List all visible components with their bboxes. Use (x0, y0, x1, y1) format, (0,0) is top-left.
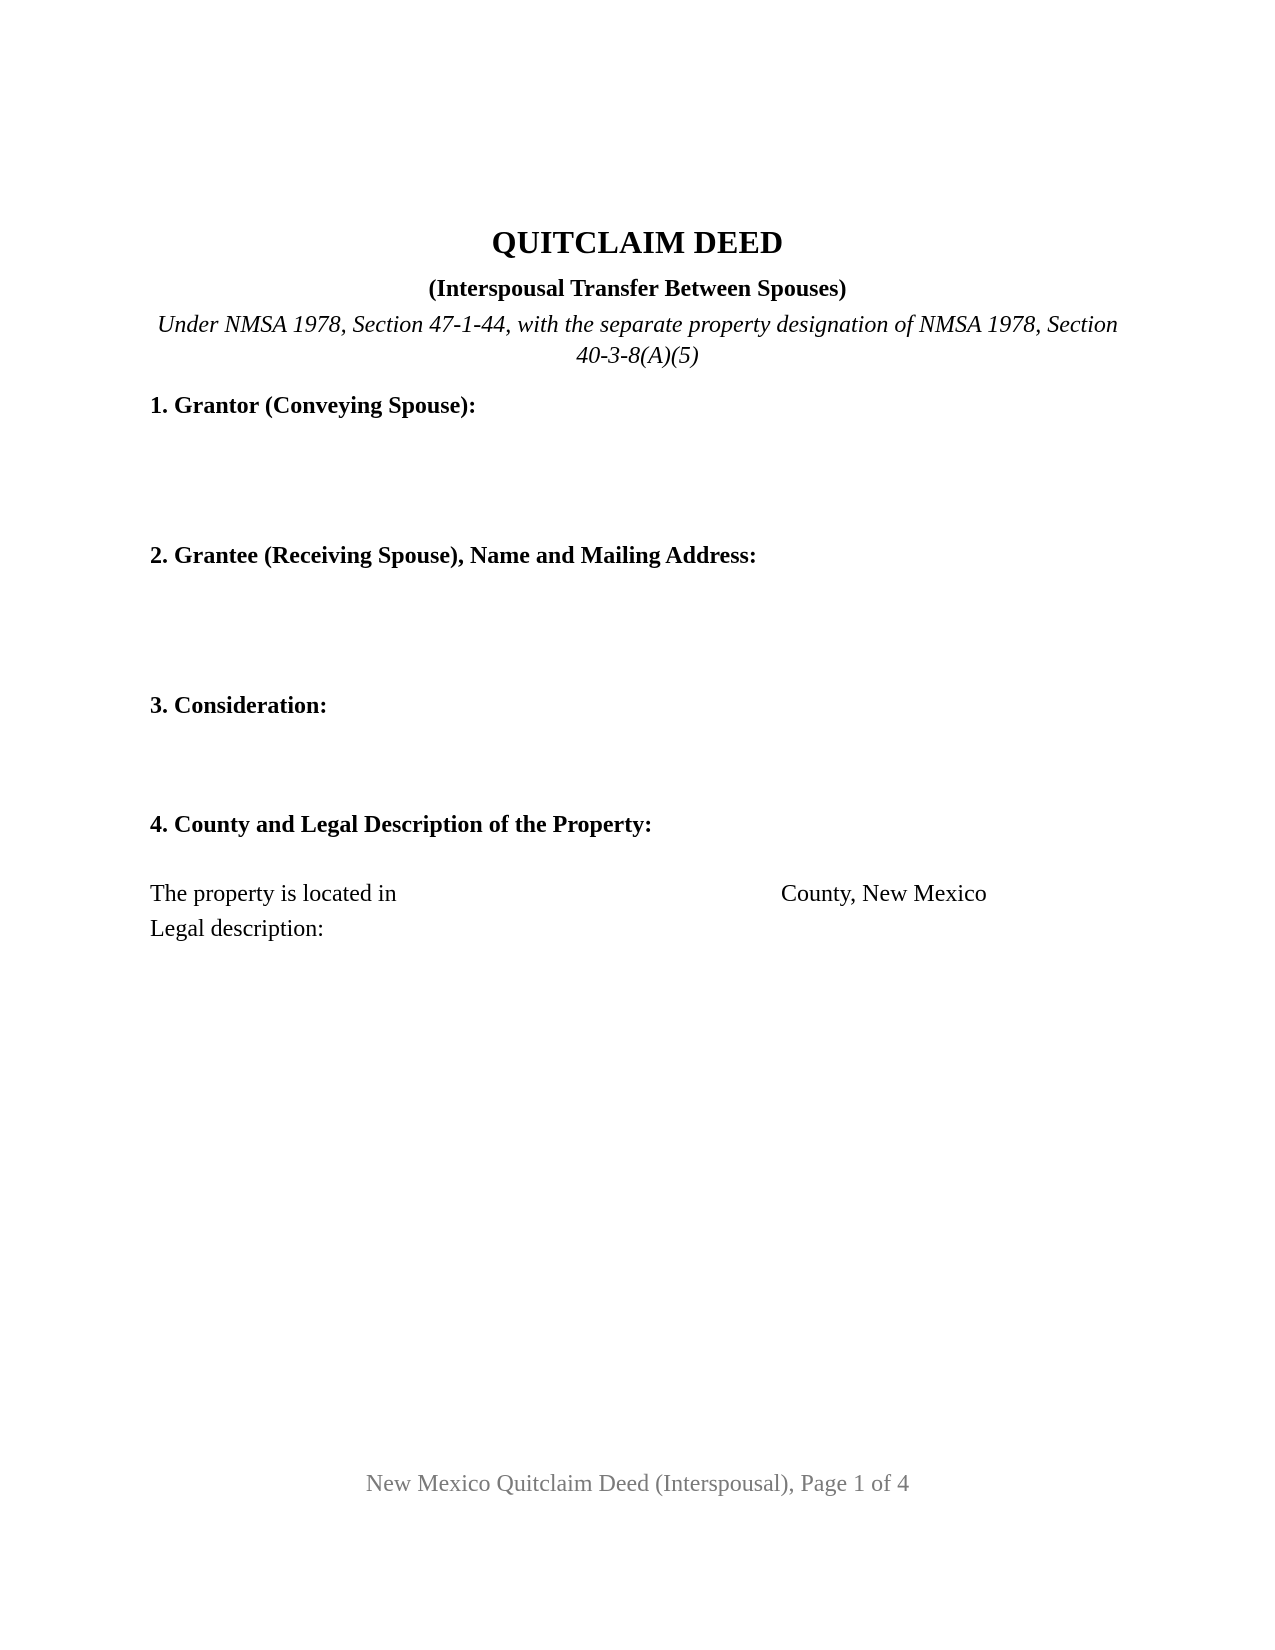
legal-description-field[interactable] (150, 946, 1125, 1446)
document-title: QUITCLAIM DEED (491, 224, 784, 260)
grantor-field[interactable] (150, 426, 1125, 530)
grantor-heading: 1. Grantor (Conveying Spouse): (150, 393, 477, 419)
county-suffix-label: County, New Mexico (781, 881, 987, 907)
page-footer: New Mexico Quitclaim Deed (Interspousal), Page 1 of 4 (365, 1471, 910, 1497)
property-location-label: The property is located in (150, 881, 397, 907)
legal-description-label: Legal description: (150, 916, 324, 942)
county-field[interactable] (410, 885, 770, 913)
consideration-field[interactable] (150, 726, 1125, 800)
property-heading: 4. County and Legal Description of the Property: (150, 812, 653, 838)
statute-reference: Under NMSA 1978, Section 47-1-44, with the separate property designation of NMSA 1978, Section 40-3-8(A)(5) (157, 312, 1118, 369)
consideration-heading: 3. Consideration: (150, 693, 328, 719)
grantee-heading: 2. Grantee (Receiving Spouse), Name and Mailing Address: (150, 543, 757, 569)
document-subtitle: (Interspousal Transfer Between Spouses) (428, 276, 847, 302)
grantee-field[interactable] (150, 576, 1125, 680)
